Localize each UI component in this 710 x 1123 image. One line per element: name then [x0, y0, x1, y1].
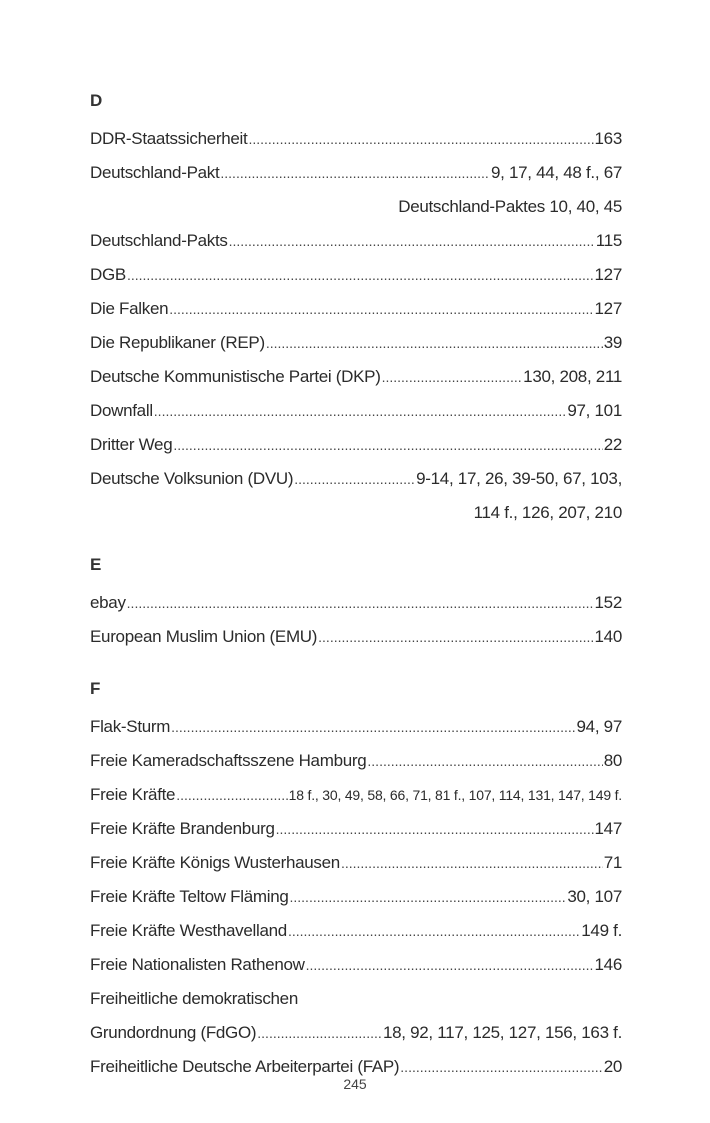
entry-term: Grundordnung (FdGO)	[90, 1023, 257, 1042]
entry-pages: 22	[603, 435, 622, 454]
entry-term-line: Freiheitliche demokratischen	[90, 989, 298, 1008]
entry-pages: 71	[603, 853, 622, 872]
index-entry	[90, 880, 622, 914]
entry-pages: 127	[594, 265, 622, 284]
entry-pages: 18, 92, 117, 125, 127, 156, 163 f.	[382, 1023, 622, 1042]
page-number: 245	[343, 1076, 367, 1092]
entry-pages: 152	[594, 593, 622, 612]
index-entry	[90, 394, 622, 428]
index-entry	[90, 710, 622, 744]
entry-term: Deutsche Kommunistische Partei (DKP)	[90, 367, 381, 386]
entry-pages: 146	[594, 955, 622, 974]
entry-pages: 97, 101	[567, 401, 622, 420]
index-entry	[90, 360, 622, 394]
entry-pages: 149 f.	[581, 921, 622, 940]
dot-leader	[127, 258, 594, 292]
entry-term: Freie Nationalisten Rathenow	[90, 955, 305, 974]
dot-leader	[248, 122, 593, 156]
entry-pages: 18 f., 30, 49, 58, 66, 71, 81 f., 107, 114, 131, 147, 149 f.	[288, 787, 622, 803]
entry-term: Die Falken	[90, 299, 169, 318]
entry-term: Freie Kräfte Brandenburg	[90, 819, 275, 838]
index-entry	[90, 156, 622, 190]
index-entry	[90, 122, 622, 156]
index-entry	[90, 224, 622, 258]
entry-continuation: 114 f., 126, 207, 210	[473, 503, 622, 522]
entry-term: Flak-Sturm	[90, 717, 171, 736]
dot-leader	[367, 744, 602, 778]
dot-leader	[173, 428, 602, 462]
entry-term: Freie Kräfte Westhavelland	[90, 921, 287, 940]
index-entry	[90, 258, 622, 292]
index-entry	[90, 620, 622, 654]
index-entry	[90, 744, 622, 778]
dot-leader	[176, 778, 287, 812]
dot-leader	[229, 224, 595, 258]
index-entry	[90, 778, 622, 812]
entry-pages: 39	[603, 333, 622, 352]
entry-pages: 147	[594, 819, 622, 838]
section-letter-d: D	[90, 91, 103, 110]
index-entry	[90, 326, 622, 360]
dot-leader	[266, 326, 603, 360]
index-entry	[90, 586, 622, 620]
index-content	[90, 88, 622, 1084]
index-entry	[90, 948, 622, 982]
entry-term: Freie Kameradschaftsszene Hamburg	[90, 751, 367, 770]
entry-term: European Muslim Union (EMU)	[90, 627, 318, 646]
entry-pages: 20	[603, 1057, 622, 1076]
dot-leader	[276, 812, 594, 846]
entry-term: DGB	[90, 265, 126, 284]
dot-leader	[288, 914, 580, 948]
dot-leader	[220, 156, 490, 190]
entry-term: ebay	[90, 593, 126, 612]
entry-term: Dritter Weg	[90, 435, 173, 454]
index-entry	[90, 846, 622, 880]
entry-pages: 140	[594, 627, 622, 646]
entry-term: Deutsche Volksunion (DVU)	[90, 469, 294, 488]
dot-leader	[306, 948, 594, 982]
entry-pages: 163	[594, 129, 622, 148]
dot-leader	[171, 710, 575, 744]
section-letter-f: F	[90, 679, 101, 698]
entry-term: Deutschland-Pakt	[90, 163, 220, 182]
index-entry	[90, 462, 622, 496]
entry-pages: 80	[603, 751, 622, 770]
entry-pages: 115	[595, 231, 622, 250]
entry-term: Freie Kräfte Teltow Fläming	[90, 887, 289, 906]
dot-leader	[341, 846, 603, 880]
section-letter-e: E	[90, 555, 102, 574]
index-entry	[90, 1016, 622, 1050]
dot-leader	[257, 1016, 382, 1050]
entry-term: Freie Kräfte	[90, 785, 176, 804]
dot-leader	[127, 586, 594, 620]
entry-pages: 9-14, 17, 26, 39-50, 67, 103,	[416, 469, 622, 488]
entry-pages: 30, 107	[567, 887, 622, 906]
entry-term: DDR-Staatssicherheit	[90, 129, 248, 148]
dot-leader	[294, 462, 415, 496]
entry-term: Downfall	[90, 401, 153, 420]
entry-pages: 9, 17, 44, 48 f., 67	[490, 163, 622, 182]
entry-term: Deutschland-Pakts	[90, 231, 228, 250]
entry-term: Freiheitliche Deutsche Arbeiterpartei (FAP)	[90, 1057, 400, 1076]
dot-leader	[169, 292, 593, 326]
dot-leader	[382, 360, 523, 394]
dot-leader	[290, 880, 567, 914]
dot-leader	[318, 620, 593, 654]
dot-leader	[154, 394, 567, 428]
index-entry	[90, 812, 622, 846]
entry-pages: 94, 97	[576, 717, 622, 736]
index-entry	[90, 428, 622, 462]
entry-pages: 130, 208, 211	[523, 367, 622, 386]
entry-term: Die Republikaner (REP)	[90, 333, 265, 352]
entry-term: Freie Kräfte Königs Wusterhausen	[90, 853, 340, 872]
entry-pages: 127	[594, 299, 622, 318]
index-entry	[90, 914, 622, 948]
index-entry	[90, 292, 622, 326]
entry-continuation: Deutschland-Paktes 10, 40, 45	[398, 197, 622, 216]
